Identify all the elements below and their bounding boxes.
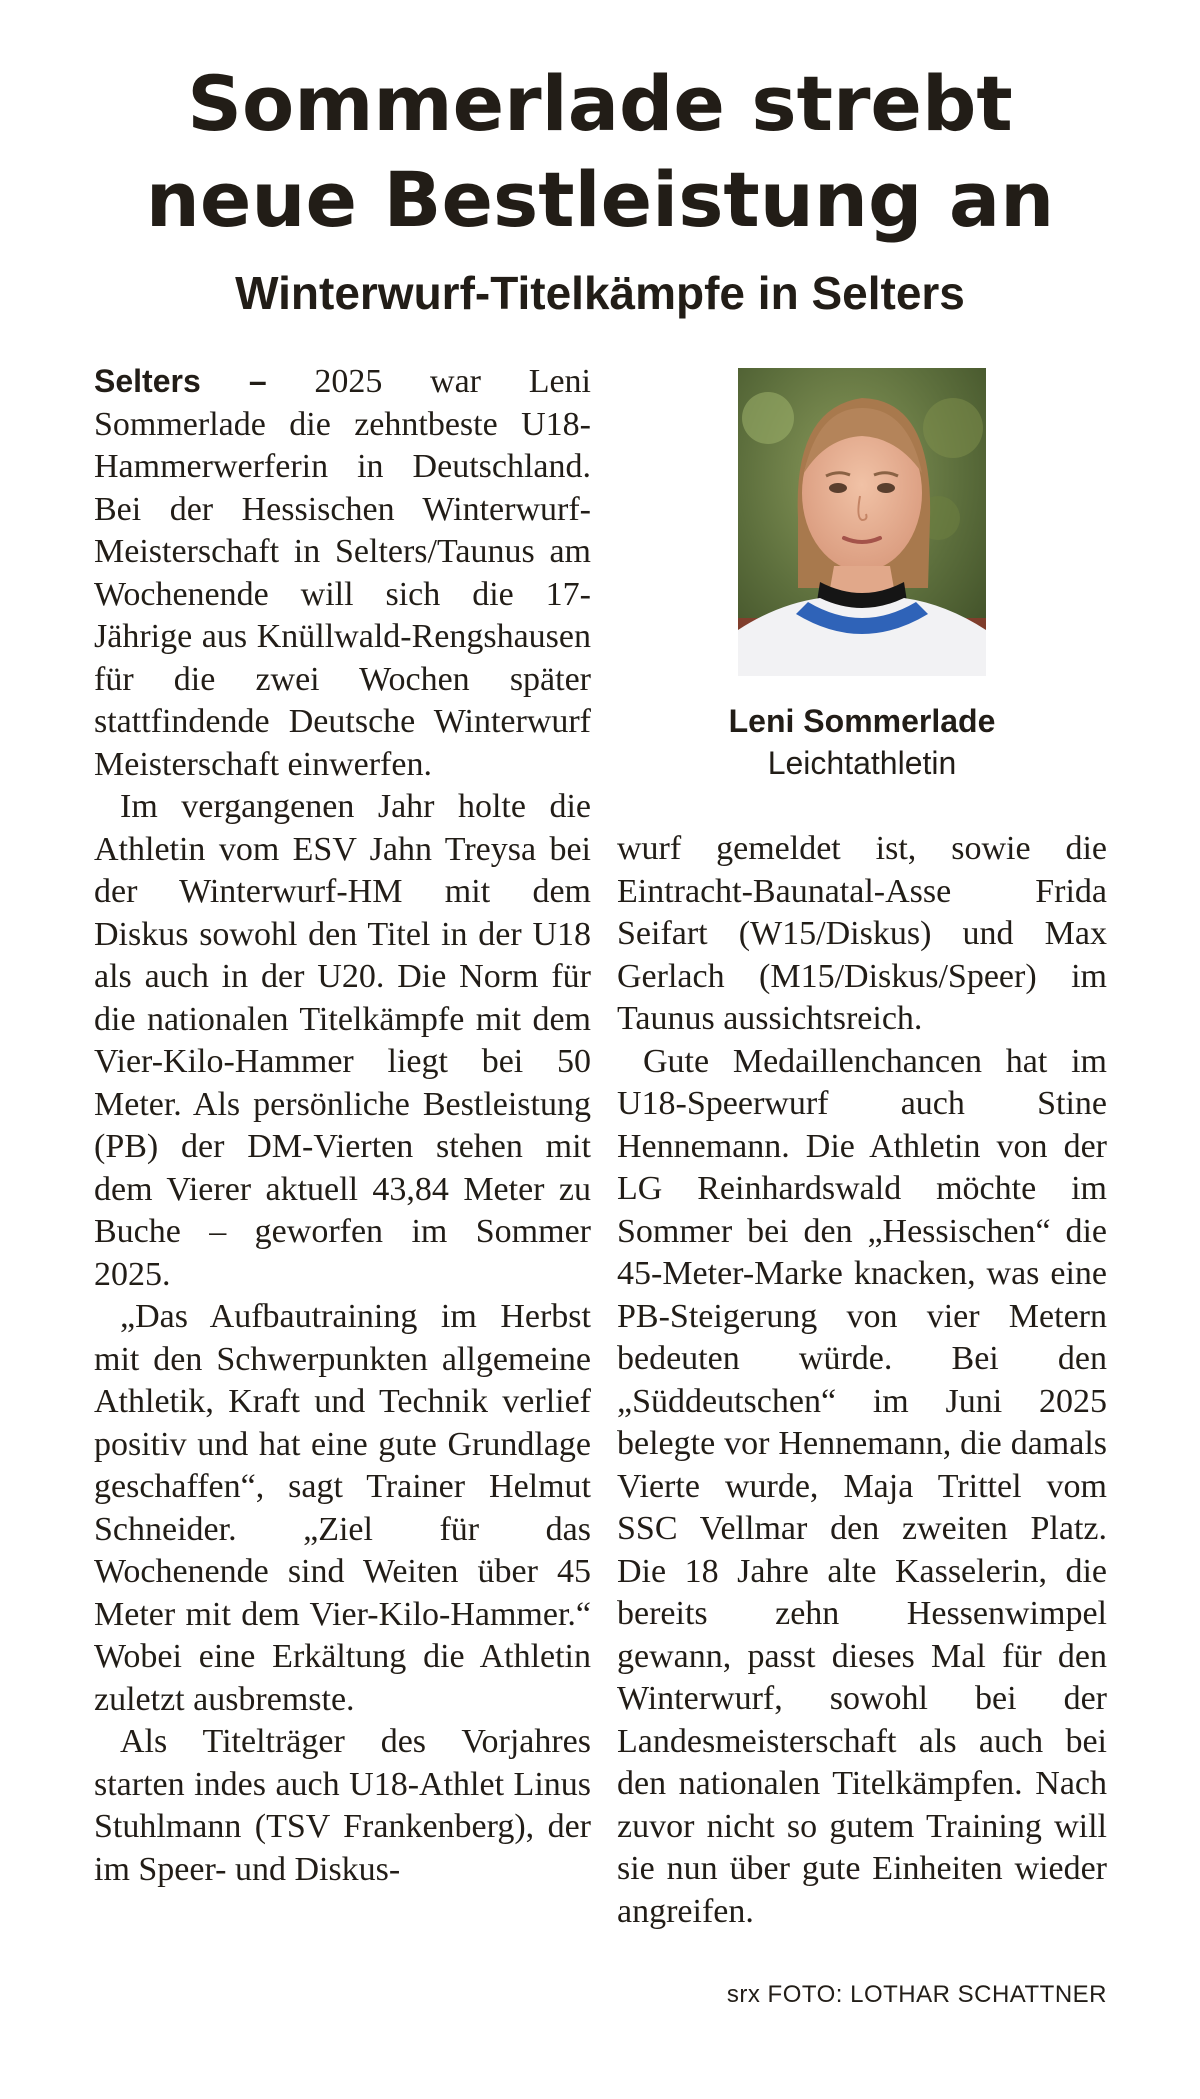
headline-line-1: Sommerlade strebt — [187, 59, 1013, 148]
paragraph-5: Gute Medaillenchancen hat im U18-Speerwurf auch Stine Hennemann. Die Athletin von der LG Reinhardswald möchte im Sommer bei den „Hessischen“ die 45-Meter-Marke knacken, was eine PB-Steigerung von vier Metern bedeuten würde. Bei den „Süddeutschen“ im Juni 2025 belegte vor Hennemann, die damals Vierte wurde, Maja Trittel vom SSC Vellmar den zweiten Platz. Die 18 Jahre alte Kasselerin, die bereits zehn Hessenwimpel gewann, passt dieses Mal für den Winterwurf, sowohl bei der Landesmeisterschaft als auch bei den nationalen Titelkämpfen. Nach zuvor nicht so gutem Training will sie nun über gute Einheiten wieder angreifen. — [617, 1042, 1107, 1930]
dateline: Selters – — [94, 363, 267, 399]
paragraph-1-text: 2025 war Leni Sommerlade die zehntbeste U18-Hammerwerferin in Deutschland. Bei der Hessischen Winterwurf-Meisterschaft in Selters/Taunus am Wochenende will sich die 17-Jährige aus Knüllwald-Rengshausen für die zwei Wochen später stattfindende Deutsche Winterwurf Meisterschaft einwerfen. — [94, 363, 591, 783]
article-column-right — [617, 828, 1107, 1978]
paragraph-4-start: Als Titelträger des Vorjahres starten indes auch U18-Athlet Linus Stuhlmann (TSV Frankenberg), der im Speer- und Diskus- — [94, 1723, 591, 1888]
subtitle: Winterwurf-Titelkämpfe in Selters — [235, 267, 965, 319]
paragraph-1 — [94, 360, 591, 786]
article-column-left — [94, 360, 591, 2060]
paragraph-3: „Das Aufbautraining im Herbst mit den Schwerpunkten allgemeine Athletik, Kraft und Technik verlief positiv und hat eine gute Grundlage geschaffen“, sagt Trainer Helmut Schneider. „Ziel für das Wochenende sind Weiten über 45 Meter mit dem Vier-Kilo-Hammer.“ Wobei eine Erkältung die Athletin zuletzt ausbremste. — [94, 1298, 591, 1718]
paragraph-4-continued: wurf gemeldet ist, sowie die Eintracht-Baunatal-Asse Frida Seifart (W15/Diskus) und Max Gerlach (M15/Diskus/Speer) im Taunus aussichtsreich. — [617, 830, 1107, 1037]
photo-caption-name: Leni Sommerlade — [728, 703, 996, 739]
photo-caption-role: Leichtathletin — [767, 745, 957, 781]
portrait-image — [738, 368, 986, 676]
portrait-photo — [738, 368, 986, 676]
photo-credit: srx FOTO: LOTHAR SCHATTNER — [726, 1981, 1107, 2008]
paragraph-2: Im vergangenen Jahr holte die Athletin vom ESV Jahn Treysa bei der Winterwurf-HM mit dem Diskus sowohl den Titel in der U18 als auch in der U20. Die Norm für die nationalen Titelkämpfe mit dem Vier-Kilo-Hammer liegt bei 50 Meter. Als persönliche Bestleistung (PB) der DM-Vierten stehen mit dem Vierer aktuell 43,84 Meter zu Buche – geworfen im Sommer 2025. — [94, 788, 591, 1293]
headline-line-2: neue Bestleistung an — [145, 155, 1055, 244]
